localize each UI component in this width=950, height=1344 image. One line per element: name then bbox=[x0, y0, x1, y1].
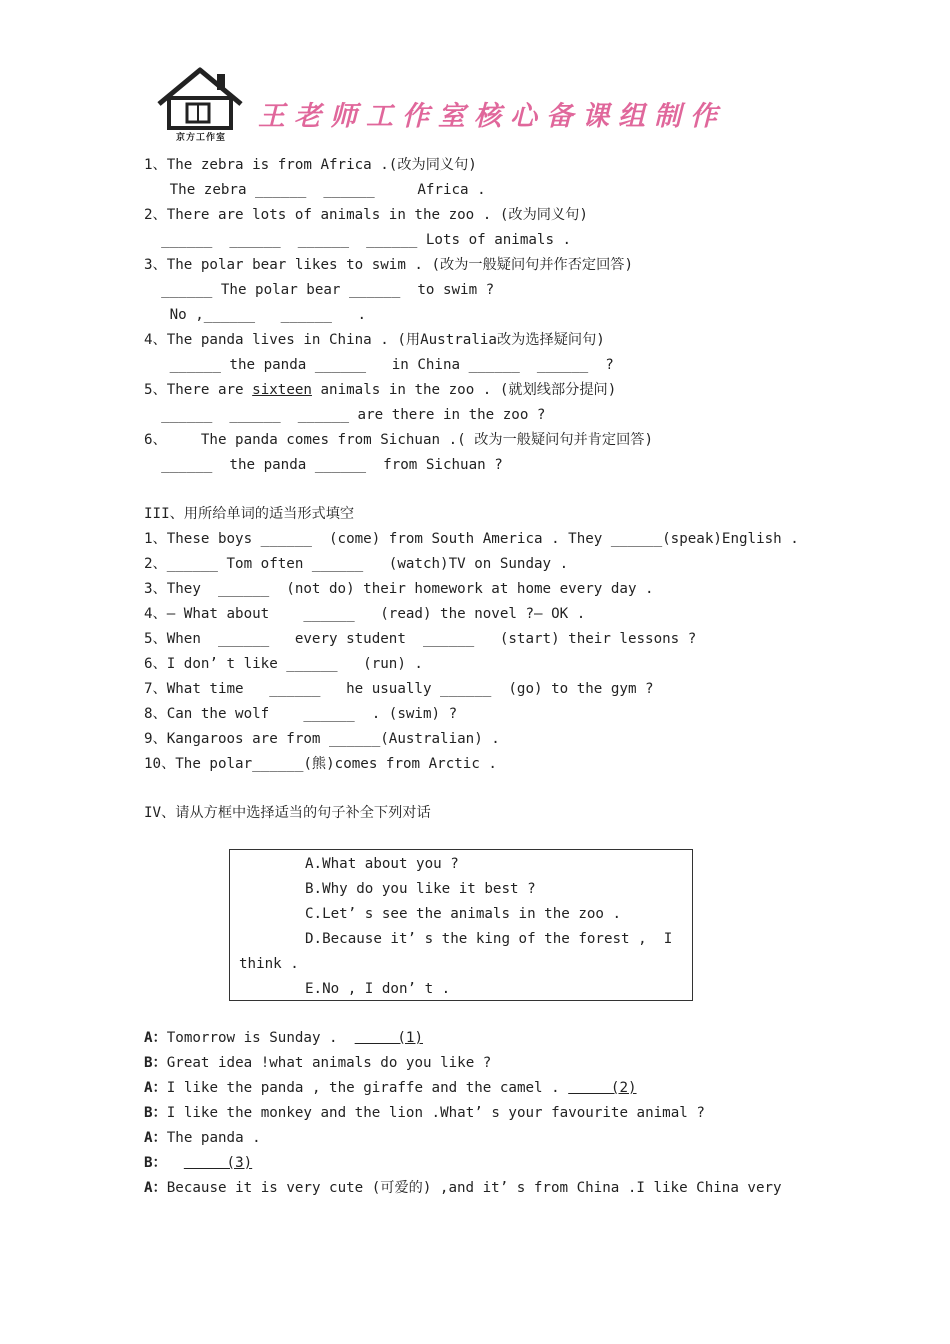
speaker-label: A： bbox=[144, 1180, 167, 1196]
fill-in-item: 2、______ Tom often ______ (watch)TV on Sunday . bbox=[144, 556, 569, 572]
fill-in-item: 8、Can the wolf ______ . (swim) ? bbox=[144, 706, 458, 722]
dialogue-text: The panda . bbox=[166, 1130, 261, 1146]
options-box bbox=[229, 849, 693, 1001]
fill-in-item: 9、Kangaroos are from ______(Australian) . bbox=[144, 731, 500, 747]
speaker-label: A： bbox=[144, 1080, 167, 1096]
question-line: 1、The zebra is from Africa .(改为同义句) bbox=[144, 157, 477, 173]
dialogue-line bbox=[144, 1103, 705, 1123]
brand-title: 王老师工作室核心备课组制作 bbox=[258, 101, 726, 132]
dialogue-line bbox=[144, 1078, 637, 1098]
option-b: B.Why do you like it best ? bbox=[305, 881, 536, 897]
speaker-label: B： bbox=[144, 1155, 167, 1171]
speaker-label: B： bbox=[144, 1055, 167, 1071]
answer-line: ______ The polar bear ______ to swim ? bbox=[144, 282, 495, 298]
speaker-label: B： bbox=[144, 1105, 167, 1121]
answer-blank: (1) bbox=[354, 1030, 423, 1046]
fill-in-item: 1、These boys ______ (come) from South America . They ______(speak)English . bbox=[144, 531, 799, 547]
fill-in-item: 4、— What about ______ (read) the novel ?— OK . bbox=[144, 606, 586, 622]
answer-line: ______ the panda ______ from Sichuan ? bbox=[144, 457, 503, 473]
page-header bbox=[155, 66, 805, 146]
question-line: 6、 The panda comes from Sichuan .( 改为一般疑问句并肯定回答) bbox=[144, 432, 654, 448]
section-3-title: III、用所给单词的适当形式填空 bbox=[144, 506, 355, 522]
section-4-title: IV、请从方框中选择适当的句子补全下列对话 bbox=[144, 805, 431, 821]
dialogue-line bbox=[144, 1128, 261, 1148]
fill-in-item: 3、They ______ (not do) their homework at home every day . bbox=[144, 581, 654, 597]
fill-in-item: 10、The polar______(熊)comes from Arctic . bbox=[144, 756, 497, 772]
dialogue-line bbox=[144, 1153, 252, 1173]
answer-line: ______ ______ ______ are there in the zoo ? bbox=[144, 407, 546, 423]
underlined-word: sixteen bbox=[252, 382, 312, 398]
option-a: A.What about you ? bbox=[305, 856, 459, 872]
option-d-continued: think . bbox=[239, 956, 299, 972]
dialogue-text: Tomorrow is Sunday . bbox=[166, 1030, 355, 1046]
answer-blank: (2) bbox=[568, 1080, 637, 1096]
dialogue-text: I like the panda , the giraffe and the camel . bbox=[166, 1080, 569, 1096]
answer-line: The zebra ______ ______ Africa . bbox=[144, 182, 486, 198]
dialogue-text: Great idea !what animals do you like ? bbox=[166, 1055, 492, 1071]
speaker-label: A： bbox=[144, 1130, 167, 1146]
dialogue-line bbox=[144, 1053, 491, 1073]
fill-in-item: 5、When ______ every student ______ (start) their lessons ? bbox=[144, 631, 697, 647]
answer-line: No ,______ ______ . bbox=[144, 307, 367, 323]
dialogue-text: Because it is very cute (可爱的) ,and it’ s from China .I like China very bbox=[166, 1180, 782, 1196]
dialogue-line bbox=[144, 1028, 423, 1048]
question-line: 5、There are sixteen animals in the zoo . (就划线部分提问) bbox=[144, 382, 617, 398]
option-c: C.Let’ s see the animals in the zoo . bbox=[305, 906, 622, 922]
option-d: D.Because it’ s the king of the forest , I bbox=[305, 931, 673, 947]
answer-line: ______ the panda ______ in China ______ ______ ? bbox=[144, 357, 614, 373]
studio-label: 京方工作室 bbox=[175, 133, 226, 143]
fill-in-item: 7、What time ______ he usually ______ (go) to the gym ? bbox=[144, 681, 654, 697]
dialogue-text: I like the monkey and the lion .What’ s your favourite animal ? bbox=[166, 1105, 705, 1121]
dialogue-text bbox=[167, 1155, 184, 1171]
dialogue-line bbox=[144, 1178, 782, 1198]
fill-in-item: 6、I don’ t like ______ (run) . bbox=[144, 656, 423, 672]
option-e: E.No , I don’ t . bbox=[305, 981, 451, 997]
speaker-label: A： bbox=[144, 1030, 167, 1046]
question-line: 2、There are lots of animals in the zoo . (改为同义句) bbox=[144, 207, 588, 223]
answer-blank: (3) bbox=[183, 1155, 253, 1171]
question-line: 3、The polar bear likes to swim . (改为一般疑问句并作否定回答) bbox=[144, 257, 634, 273]
question-line: 4、The panda lives in China . (用Australia改为选择疑问句) bbox=[144, 332, 605, 348]
answer-line: ______ ______ ______ ______ Lots of animals . bbox=[144, 232, 572, 248]
